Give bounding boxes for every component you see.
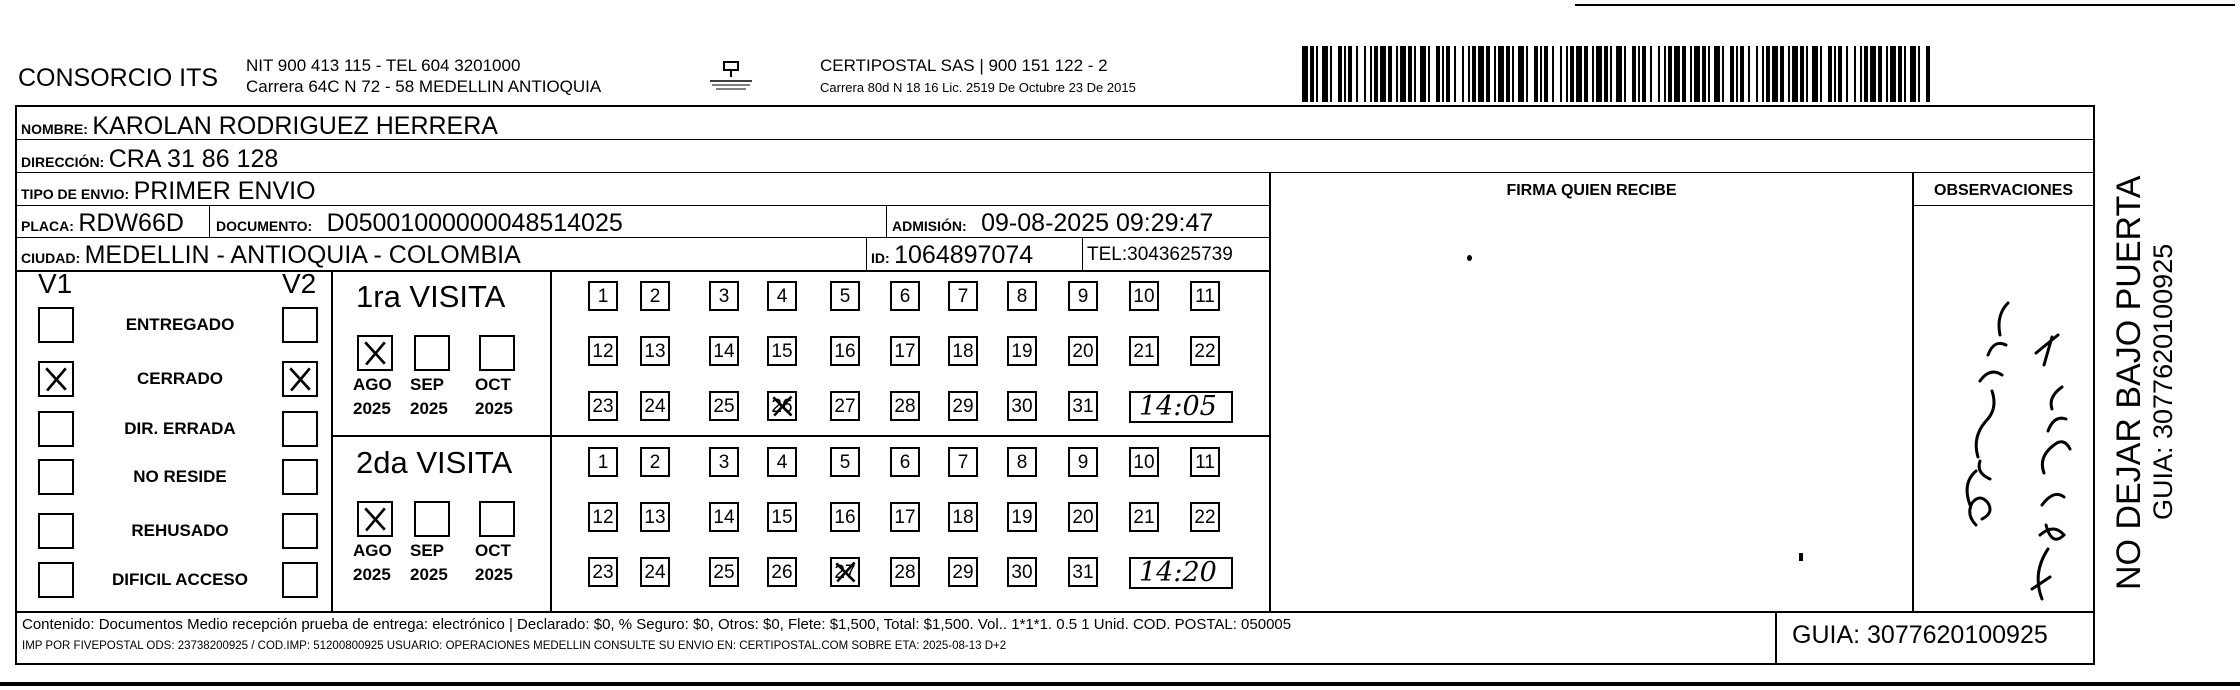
day-box[interactable]: 12 xyxy=(588,502,618,532)
day-box[interactable]: 19 xyxy=(1007,336,1037,366)
day-box[interactable]: 14 xyxy=(709,336,739,366)
year-label: 2025 xyxy=(410,565,448,584)
day-box[interactable]: 22 xyxy=(1190,502,1220,532)
day-box[interactable]: 1 xyxy=(588,281,618,311)
day-box[interactable]: 8 xyxy=(1007,447,1037,477)
city-value: MEDELLIN - ANTIOQUIA - COLOMBIA xyxy=(84,241,521,269)
day-box[interactable]: 7 xyxy=(948,281,978,311)
day-box[interactable]: 29 xyxy=(948,557,978,587)
status-option-label: REHUSADO xyxy=(131,521,229,540)
day-box[interactable]: 6 xyxy=(890,281,920,311)
day-box[interactable]: 13 xyxy=(640,502,670,532)
day-box[interactable]: 20 xyxy=(1068,502,1098,532)
day-box[interactable]: 16 xyxy=(830,502,860,532)
day-box[interactable]: 4 xyxy=(767,447,797,477)
day-box[interactable]: 15 xyxy=(767,502,797,532)
day-box[interactable]: 17 xyxy=(890,336,920,366)
address-label: DIRECCIÓN: xyxy=(21,154,105,170)
day-box[interactable]: 30 xyxy=(1007,391,1037,421)
month-label: AGO xyxy=(353,541,392,560)
status-v1-checkbox[interactable] xyxy=(38,562,74,598)
form-top-border xyxy=(15,105,2093,107)
day-box[interactable]: 4 xyxy=(767,281,797,311)
day-box[interactable]: 11 xyxy=(1190,281,1220,311)
status-v1-checkbox[interactable] xyxy=(38,513,74,549)
day-box[interactable]: 3 xyxy=(709,281,739,311)
company-address: Carrera 64C N 72 - 58 MEDELLIN ANTIOQUIA xyxy=(246,77,602,96)
status-v1-checkbox[interactable] xyxy=(38,361,74,397)
day-box[interactable]: 13 xyxy=(640,336,670,366)
day-box[interactable]: 2 xyxy=(640,281,670,311)
day-box[interactable]: 11 xyxy=(1190,447,1220,477)
cell-divider xyxy=(1082,237,1083,271)
carrier-name: CERTIPOSTAL SAS | 900 151 122 - 2 xyxy=(820,56,1108,75)
bottom-thick-rule xyxy=(0,682,2240,686)
side-warning-text: NO DEJAR BAJO PUERTA xyxy=(2110,175,2148,590)
type-label: TIPO DE ENVIO: xyxy=(21,186,130,202)
observations-handwriting xyxy=(1914,205,2092,611)
status-v2-checkbox[interactable] xyxy=(282,562,318,598)
month-label: OCT xyxy=(475,375,511,394)
year-label: 2025 xyxy=(410,399,448,418)
status-option-label: NO RESIDE xyxy=(133,467,227,486)
document-label: DOCUMENTO: xyxy=(216,218,313,234)
year-label: 2025 xyxy=(475,565,513,584)
visit-time-box[interactable]: 14:20 xyxy=(1129,557,1233,589)
plate-value: RDW66D xyxy=(78,209,184,237)
status-v2-checkbox[interactable] xyxy=(282,361,318,397)
day-box[interactable]: 5 xyxy=(830,281,860,311)
v1-label: V1 xyxy=(38,268,73,299)
status-v2-checkbox[interactable] xyxy=(282,459,318,495)
cell-divider xyxy=(209,205,210,238)
day-box[interactable]: 31 xyxy=(1068,391,1098,421)
day-box[interactable]: 26 xyxy=(767,557,797,587)
day-box[interactable]: 29 xyxy=(948,391,978,421)
day-box[interactable]: 9 xyxy=(1068,281,1098,311)
status-v2-checkbox[interactable] xyxy=(282,411,318,447)
city-label: CIUDAD: xyxy=(21,250,81,266)
nit-line: NIT 900 413 115 - TEL 604 3201000 xyxy=(246,56,521,75)
visit-divider xyxy=(333,435,1270,437)
day-box[interactable]: 12 xyxy=(588,336,618,366)
ink-dot xyxy=(1467,255,1472,261)
day-box[interactable]: 5 xyxy=(830,447,860,477)
signature-header: FIRMA QUIEN RECIBE xyxy=(1506,182,1677,199)
month-checkbox[interactable] xyxy=(414,501,450,537)
day-box[interactable]: 7 xyxy=(948,447,978,477)
name-value: KAROLAN RODRIGUEZ HERRERA xyxy=(92,112,498,140)
day-box[interactable]: 2 xyxy=(640,447,670,477)
footer-divider xyxy=(15,611,2093,613)
ink-dot xyxy=(1799,553,1803,561)
admission-label: ADMISIÓN: xyxy=(892,218,967,234)
day-box[interactable]: 17 xyxy=(890,502,920,532)
day-box[interactable]: 6 xyxy=(890,447,920,477)
day-box[interactable]: 25 xyxy=(709,391,739,421)
status-option-label: ENTREGADO xyxy=(125,315,235,334)
day-box[interactable]: 24 xyxy=(640,557,670,587)
year-label: 2025 xyxy=(353,565,391,584)
company-name: CONSORCIO ITS xyxy=(18,64,219,92)
year-label: 2025 xyxy=(353,399,391,418)
day-box[interactable]: 26 xyxy=(767,391,797,421)
month-label: AGO xyxy=(353,375,392,394)
type-value: PRIMER ENVIO xyxy=(133,177,316,205)
status-option-label: DIFICIL ACCESO xyxy=(111,570,248,589)
day-box[interactable]: 16 xyxy=(830,336,860,366)
month-label: OCT xyxy=(475,541,511,560)
day-box[interactable]: 21 xyxy=(1129,336,1159,366)
cell-divider xyxy=(866,237,867,271)
observations-header: OBSERVACIONES xyxy=(1934,182,2073,199)
day-box[interactable]: 28 xyxy=(890,557,920,587)
day-box[interactable]: 28 xyxy=(890,391,920,421)
form-right-border xyxy=(2093,105,2095,665)
plate-label: PLACA: xyxy=(21,218,74,234)
document-value: D05001000000048514025 xyxy=(326,209,623,237)
day-box[interactable]: 10 xyxy=(1129,281,1159,311)
day-box[interactable]: 19 xyxy=(1007,502,1037,532)
day-box[interactable]: 15 xyxy=(767,336,797,366)
day-box[interactable]: 10 xyxy=(1129,447,1159,477)
footer-content-line: Contenido: Documentos Medio recepción prueba de entrega: electrónico | Declarado: $0, % Seguro: $0, Otros: $0, Flete: $1,500, Total: $1,500. Vol.. 1*1*1. 0.5 1 Unid. COD. POSTAL: 050005 xyxy=(22,616,1292,633)
visit-title: 2da VISITA xyxy=(356,445,513,480)
status-option-label: CERRADO xyxy=(137,369,223,388)
id-value: 1064897074 xyxy=(894,241,1034,269)
day-box[interactable]: 21 xyxy=(1129,502,1159,532)
status-v1-checkbox[interactable] xyxy=(38,459,74,495)
form-left-border xyxy=(15,105,17,665)
row-divider xyxy=(15,172,2093,173)
side-guia-text: GUIA: 3077620100925 xyxy=(2148,243,2178,520)
day-box[interactable]: 9 xyxy=(1068,447,1098,477)
day-box[interactable]: 14 xyxy=(709,502,739,532)
months-right-border xyxy=(550,271,552,612)
day-box[interactable]: 3 xyxy=(709,447,739,477)
month-checkbox[interactable] xyxy=(479,335,515,371)
signature-area xyxy=(1271,205,1912,611)
footer-guia: GUIA: 3077620100925 xyxy=(1792,621,2048,649)
status-v2-checkbox[interactable] xyxy=(282,513,318,549)
status-v2-checkbox[interactable] xyxy=(282,307,318,343)
day-box[interactable]: 22 xyxy=(1190,336,1220,366)
month-label: SEP xyxy=(410,541,445,560)
v2-label: V2 xyxy=(282,268,317,299)
admission-value: 09-08-2025 09:29:47 xyxy=(981,209,1214,237)
day-box[interactable]: 18 xyxy=(948,502,978,532)
day-box[interactable]: 31 xyxy=(1068,557,1098,587)
name-label: NOMBRE: xyxy=(21,121,88,137)
day-box[interactable]: 27 xyxy=(830,391,860,421)
month-checkbox[interactable] xyxy=(357,335,393,371)
cell-divider xyxy=(886,205,887,238)
carrier-logo xyxy=(706,60,756,92)
status-v1-checkbox[interactable] xyxy=(38,411,74,447)
day-box[interactable]: 24 xyxy=(640,391,670,421)
row-divider xyxy=(15,270,1269,272)
guia-box-border xyxy=(1775,612,1777,664)
form-bottom-border xyxy=(15,663,2095,665)
day-box[interactable]: 30 xyxy=(1007,557,1037,587)
day-box[interactable]: 8 xyxy=(1007,281,1037,311)
day-box[interactable]: 27 xyxy=(830,557,860,587)
day-box[interactable]: 1 xyxy=(588,447,618,477)
status-right-border xyxy=(331,271,333,612)
month-checkbox[interactable] xyxy=(479,501,515,537)
visit-title: 1ra VISITA xyxy=(356,279,506,314)
visit-time-box[interactable]: 14:05 xyxy=(1129,391,1233,423)
status-v1-checkbox[interactable] xyxy=(38,307,74,343)
address-value: CRA 31 86 128 xyxy=(108,145,279,173)
day-box[interactable]: 23 xyxy=(588,391,618,421)
month-checkbox[interactable] xyxy=(414,335,450,371)
footer-imp-line: IMP POR FIVEPOSTAL ODS: 23738200925 / COD.IMP: 51200800925 USUARIO: OPERACIONES MEDELLIN CONSULTE SU ENVIO EN: CERTIPOSTAL.COM SOBRE ETA: 2025-08-13 D+2 xyxy=(22,640,1007,652)
tel-value: TEL:3043625739 xyxy=(1087,244,1233,265)
carrier-address: Carrera 80d N 18 16 Lic. 2519 De Octubre 23 De 2015 xyxy=(820,80,1136,95)
month-label: SEP xyxy=(410,375,445,394)
barcode xyxy=(1302,46,1934,102)
status-option-label: DIR. ERRADA xyxy=(124,419,236,438)
day-box[interactable]: 18 xyxy=(948,336,978,366)
day-box[interactable]: 25 xyxy=(709,557,739,587)
day-box[interactable]: 20 xyxy=(1068,336,1098,366)
year-label: 2025 xyxy=(475,399,513,418)
id-label: ID: xyxy=(871,250,890,266)
month-checkbox[interactable] xyxy=(357,501,393,537)
day-box[interactable]: 23 xyxy=(588,557,618,587)
top-rule xyxy=(1575,4,2235,6)
